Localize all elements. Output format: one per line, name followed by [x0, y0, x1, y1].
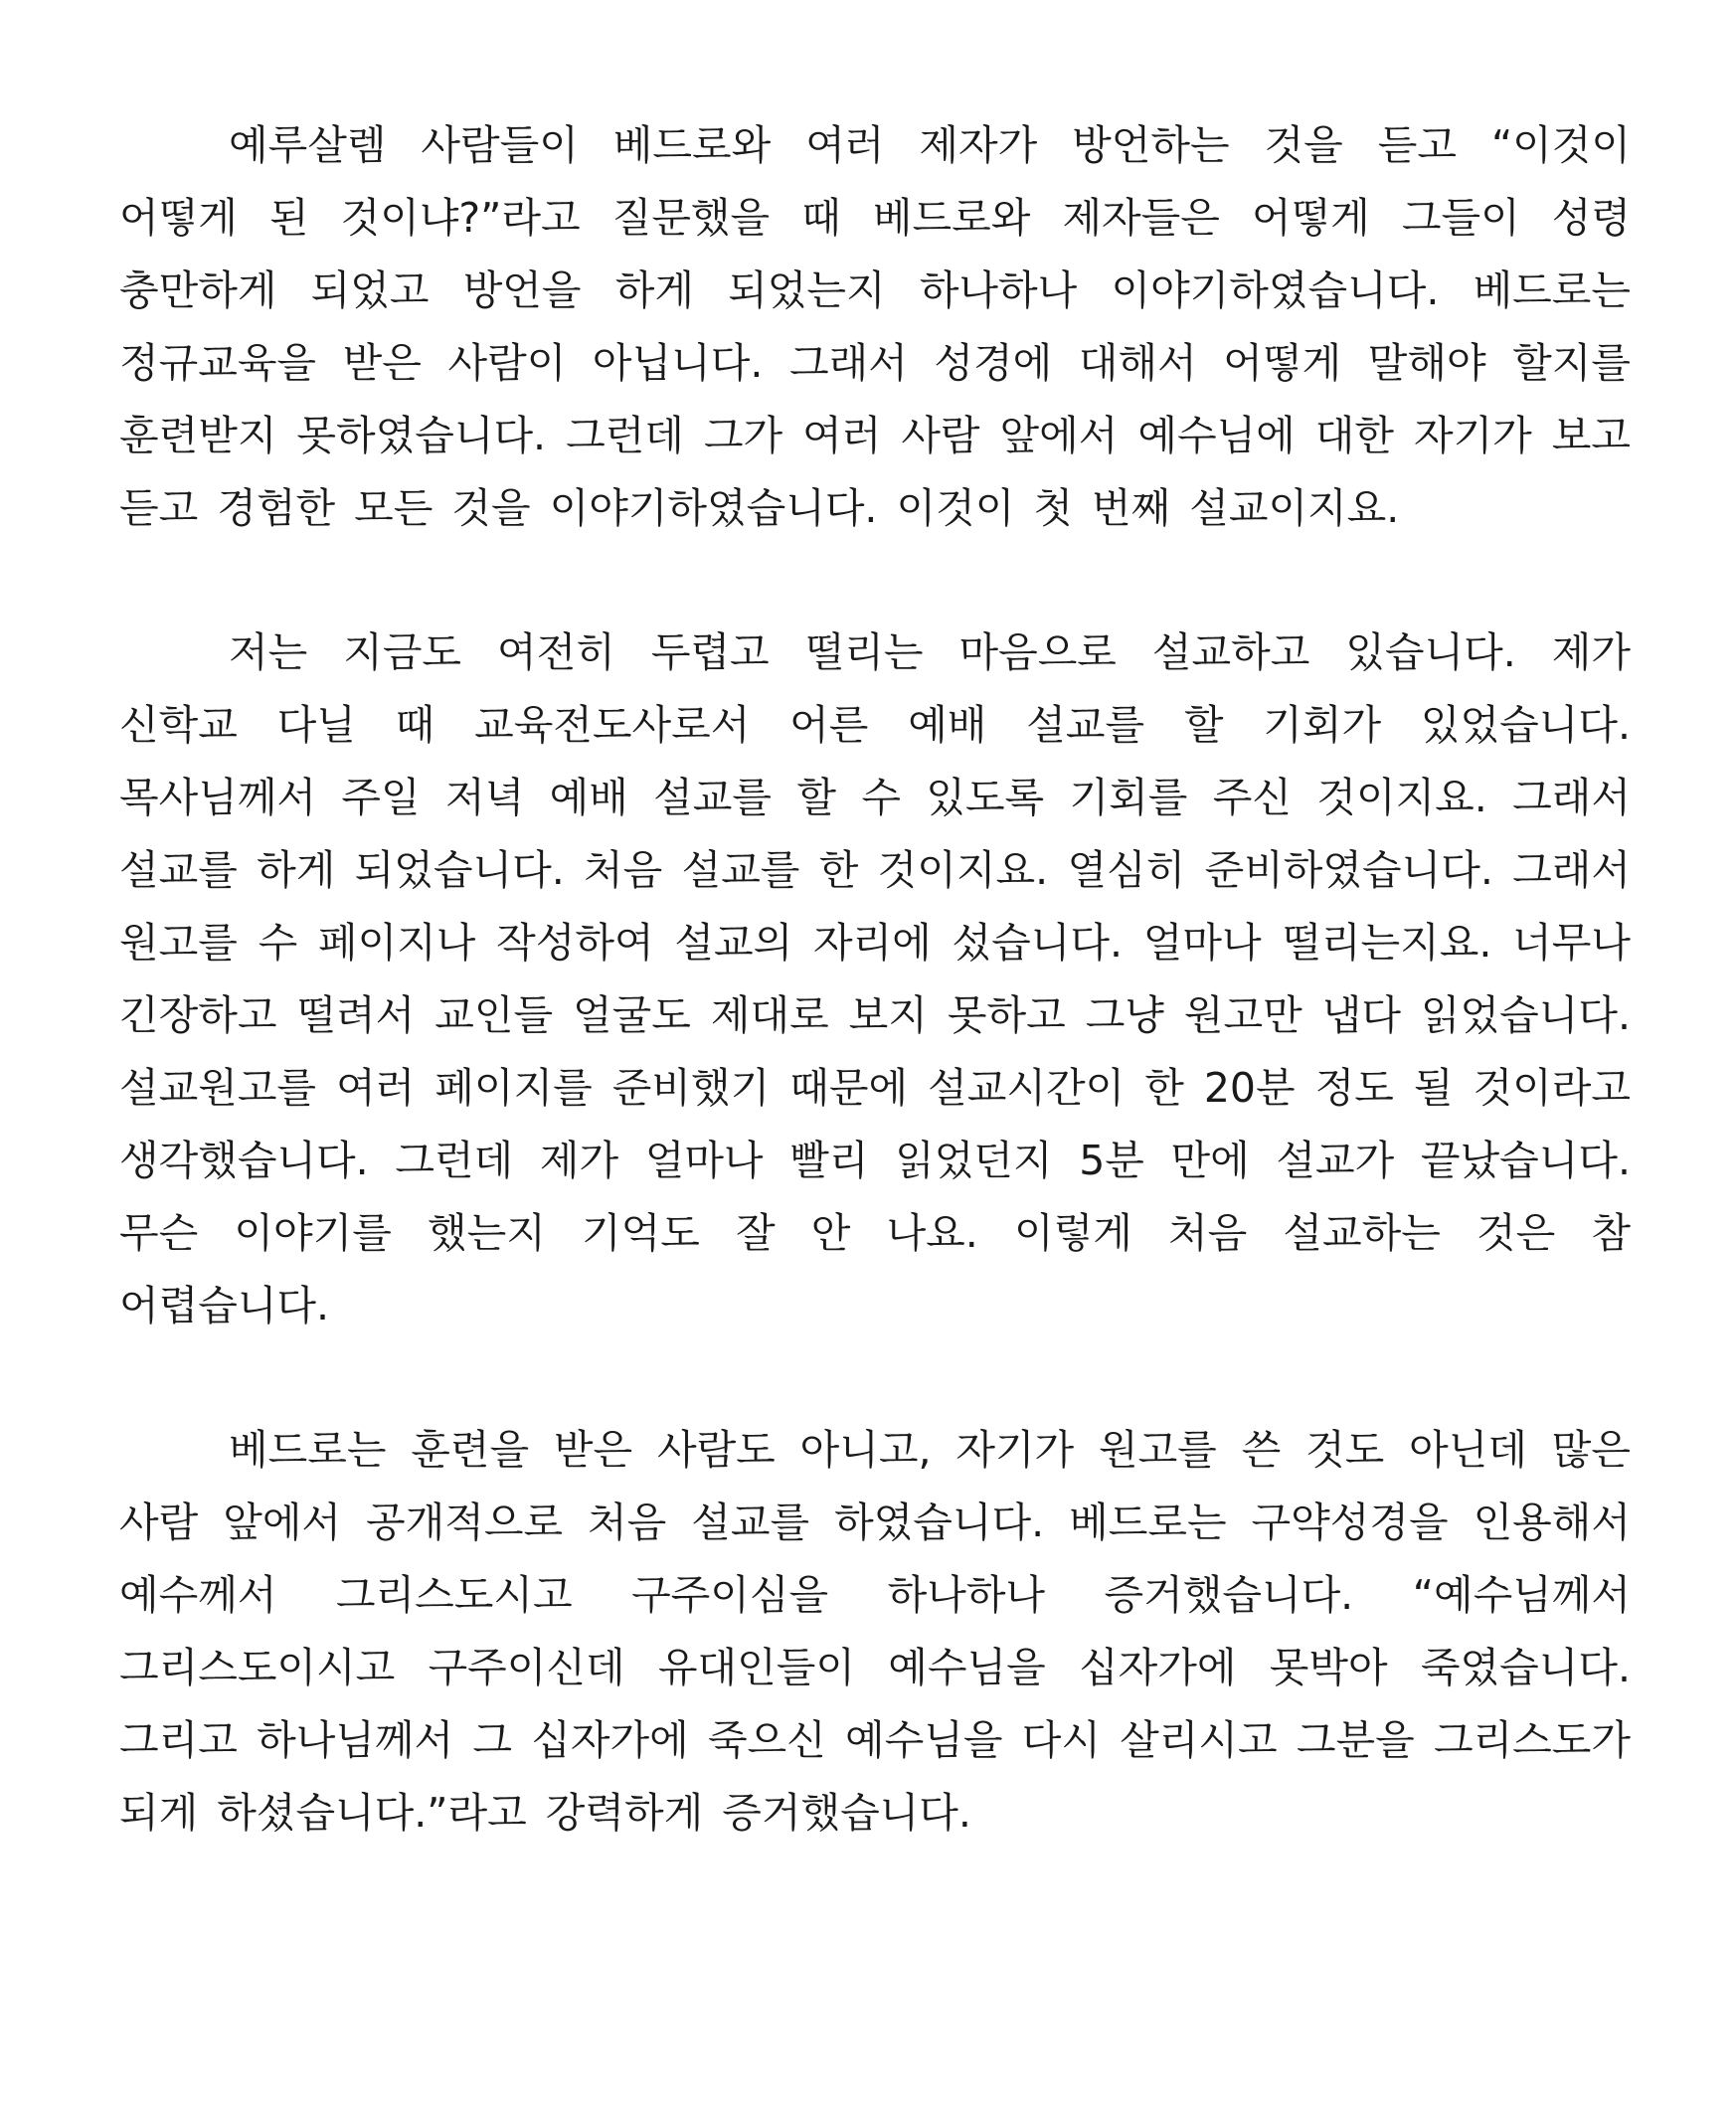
paragraph-1: 예루살렘 사람들이 베드로와 여러 제자가 방언하는 것을 듣고 “이것이 어떻게 된 것이냐?”라고 질문했을 때 베드로와 제자들은 어떻게 그들이 성령 충만하게 되었고 방언을 하게 되었는지 하나하나 이야기하였습니다. 베드로는 정규교육을 받은 사람이 아닙니다. 그래서 성경에 대해서 어떻게 말해야 할지를 훈련받지 못하였습니다. 그런데 그가 여러 사람 앞에서 예수님에 대한 자기가 보고 듣고 경험한 모든 것을 이야기하였습니다. 이것이 첫 번째 설교이지요.	[119, 121, 1631, 532]
paragraph-3: 베드로는 훈련을 받은 사람도 아니고, 자기가 원고를 쓴 것도 아닌데 많은 사람 앞에서 공개적으로 처음 설교를 하였습니다. 베드로는 구약성경을 인용해서 예수께서 그리스도시고 구주이심을 하나하나 증거했습니다. “예수님께서 그리스도이시고 구주이신데 유대인들이 예수님을 십자가에 못박아 죽였습니다. 그리고 하나님께서 그 십자가에 죽으신 예수님을 다시 살리시고 그분을 그리스도가 되게 하셨습니다.”라고 강력하게 증거했습니다.	[119, 1426, 1631, 1837]
document-body	[119, 109, 1631, 1850]
paragraph-2: 저는 지금도 여전히 두렵고 떨리는 마음으로 설교하고 있습니다. 제가 신학교 다닐 때 교육전도사로서 어른 예배 설교를 할 기회가 있었습니다. 목사님께서 주일 저녁 예배 설교를 할 수 있도록 기회를 주신 것이지요. 그래서 설교를 하게 되었습니다. 처음 설교를 한 것이지요. 열심히 준비하였습니다. 그래서 원고를 수 페이지나 작성하여 설교의 자리에 섰습니다. 얼마나 떨리는지요. 너무나 긴장하고 떨려서 교인들 얼굴도 제대로 보지 못하고 그냥 원고만 냅다 읽었습니다. 설교원고를 여러 페이지를 준비했기 때문에 설교시간이 한 20분 정도 될 것이라고 생각했습니다. 그런데 제가 얼마나 빨리 읽었던지 5분 만에 설교가 끝났습니다. 무슨 이야기를 했는지 기억도 잘 안 나요. 이렇게 처음 설교하는 것은 참 어렵습니다.	[119, 628, 1631, 1329]
